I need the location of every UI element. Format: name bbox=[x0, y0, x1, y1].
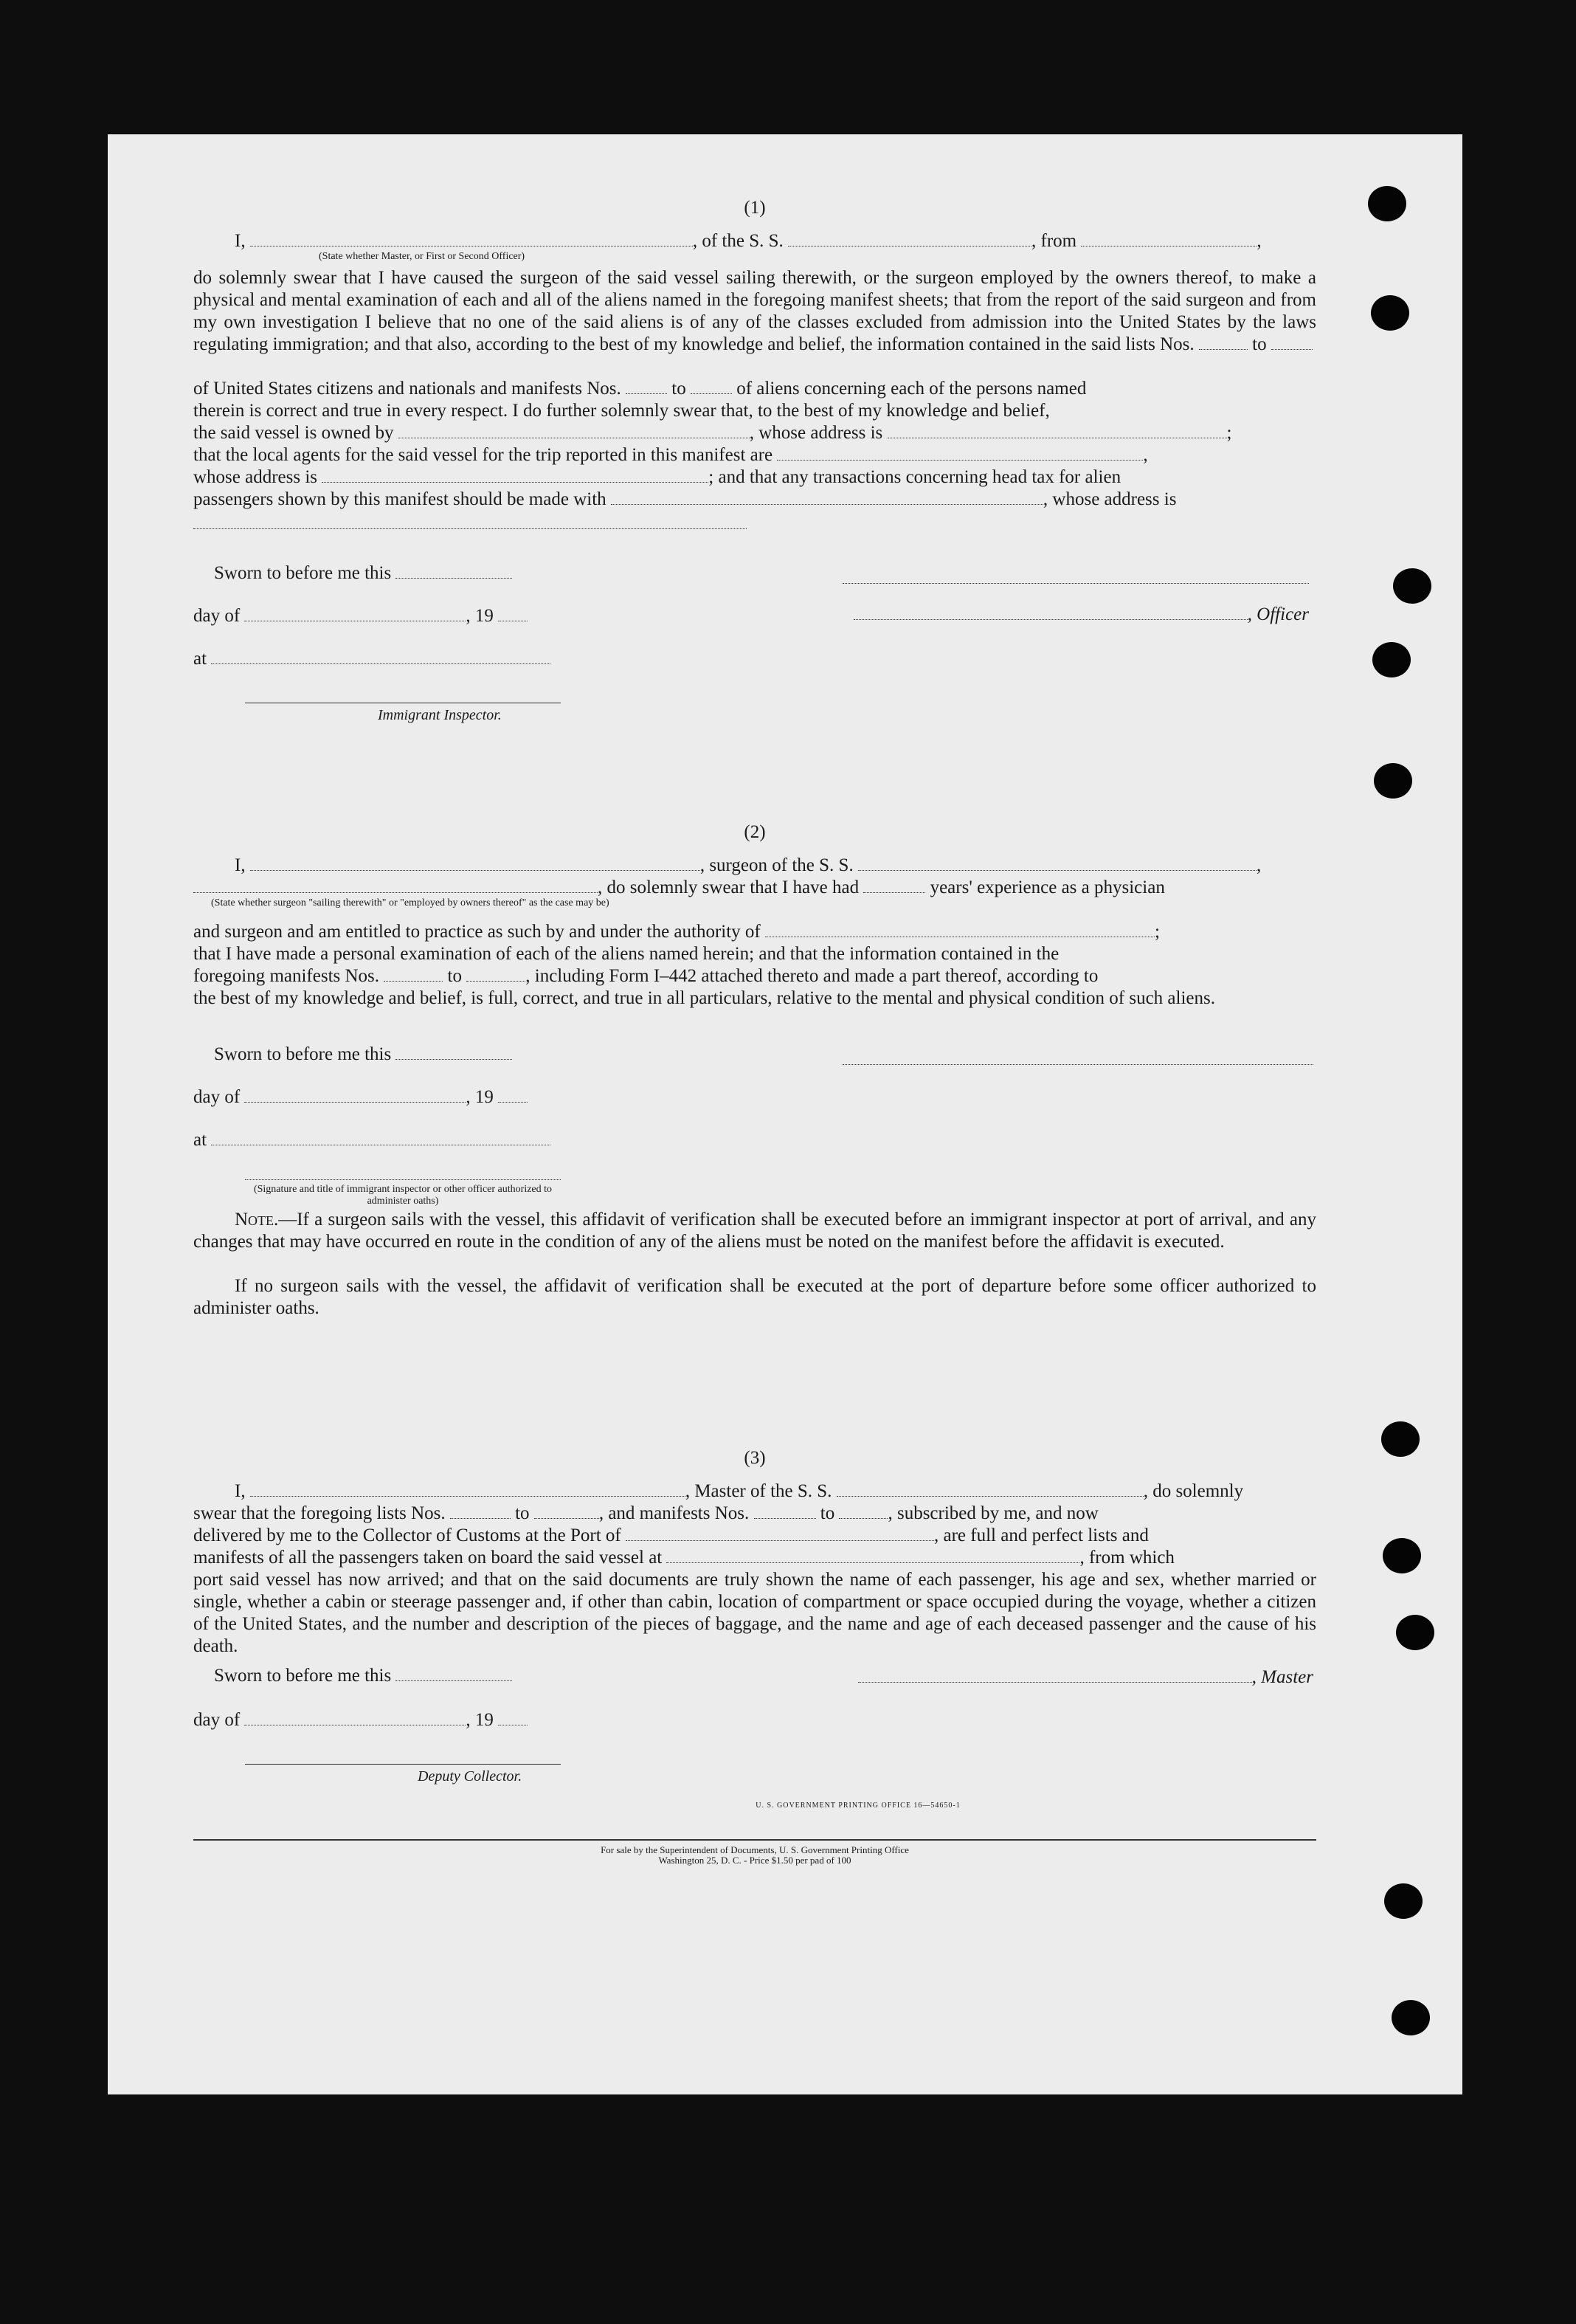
punch-hole bbox=[1381, 1421, 1420, 1457]
surgeon-signature-line[interactable] bbox=[843, 1064, 1313, 1065]
officer-name-field[interactable] bbox=[854, 604, 1248, 620]
head-tax-address-field[interactable] bbox=[193, 528, 747, 529]
punch-hole bbox=[1372, 642, 1411, 677]
authority-field[interactable] bbox=[765, 922, 1155, 937]
printer-imprint: U. S. GOVERNMENT PRINTING OFFICE 16—54650-1 bbox=[756, 1801, 961, 1810]
manifests-to-field[interactable] bbox=[466, 966, 525, 982]
lists-to-field[interactable] bbox=[1271, 334, 1313, 350]
oath-line-1: I, , of the S. S. , from , bbox=[235, 231, 1262, 251]
agents-address-field[interactable] bbox=[322, 467, 708, 483]
owner-field[interactable] bbox=[398, 423, 750, 438]
head-tax-party-field[interactable] bbox=[611, 489, 1043, 505]
section-3: (3) I, , Master of the S. S. , do solemnly swear that the foregoing lists Nos. to , and manifests Nos. to , subscribed by me, and now delivered by me to the Collector of Customs at the Port of , are full and perfect lists and manifests of all the passengers taken on board the said vessel at , from which port said vessel has now arrived; and that on the said documents are truly shown the name of each passenger, his age and sex, whether married or single, whether a cabin or steerage passenger and, if other than cabin, location of compartment or space occupied during the voyage, whether a citizen of the United States, and the number and description of the pieces of baggage, and the name and age of each deceased passenger and the cause of his death. Sworn to before me this , Master day of , 19 Deputy Collector. U. S. GOVERNMENT PRINTING OFFICE 16—54650-1 For sale by the Superintendent of Documents, U. S. Government Printing Office Washington 25, D. C. - Price $1.50 per pad of 100 bbox=[193, 1448, 1316, 1979]
sworn-date-field[interactable] bbox=[395, 1044, 512, 1060]
ship-name-field[interactable] bbox=[858, 855, 1257, 871]
oath-body-1: do solemnly swear that I have caused the surgeon of the said vessel sailing therewith, or the surgeon employed by the owners thereof, to make a physical and mental examination of each and all of the aliens named in the foregoing manifest sheets; that from the report of the said surgeon and from my own investigation I believe that no one of the said aliens is of any of the classes excluded from admission into the United States by the laws regulating immigration; and that also, according to the best of my knowledge and belief, the information contained in the said lists Nos. to bbox=[193, 268, 1316, 354]
inspector-caption: Immigrant Inspector. bbox=[378, 707, 502, 723]
port-field[interactable] bbox=[626, 1525, 934, 1541]
section-number: (3) bbox=[744, 1448, 766, 1468]
surgeon-status-field[interactable] bbox=[193, 877, 598, 893]
departure-port-field[interactable] bbox=[666, 1548, 1079, 1563]
section-number: (2) bbox=[744, 822, 766, 842]
manifests-from-field[interactable] bbox=[384, 966, 443, 982]
manifests-to-field[interactable] bbox=[691, 379, 732, 394]
footer-rule bbox=[193, 1839, 1316, 1841]
day-of-field[interactable] bbox=[244, 1087, 466, 1103]
officer-title-field[interactable] bbox=[250, 231, 693, 246]
officer-caption: (State whether Master, or First or Second Officer) bbox=[319, 251, 525, 262]
form-sheet bbox=[108, 134, 1462, 2094]
punch-hole bbox=[1392, 2000, 1430, 2035]
punch-hole bbox=[1368, 186, 1406, 221]
master-name-field[interactable] bbox=[250, 1481, 685, 1497]
ship-name-field[interactable] bbox=[837, 1481, 1144, 1497]
section-2: (2) I, , surgeon of the S. S. , , do solemnly swear that I have had years' experience as a physician (State whether surgeon "sailing therewith" or "employed by owners thereof" as the case may be) and surgeon and am entitled to practice as such by and under the authority of ; that I have made a personal examination of each of the aliens named herein; and that the information contained in the foregoing manifests Nos. to , including Form I–442 attached thereto and made a part thereof, according to the best of my knowledge and belief, is full, correct, and true in all particulars, relative to the mental and physical condition of such aliens. Sworn to before me this day of , 19 at (Signature and title of immigrant inspector or other officer authorized to administer oaths) Note.—If a surgeon sails with the vessel, this affidavit of verification shall be executed before an immigrant inspector at port of arrival, and any changes that may have occurred en route in the condition of any of the aliens must be noted on the manifest before the affidavit is executed. If no surgeon sails with the vessel, the affidavit of verification shall be executed at the port of departure before some officer authorized to administer oaths. bbox=[193, 822, 1316, 1318]
sworn-date-field[interactable] bbox=[395, 563, 512, 579]
sale-notice: For sale by the Superintendent of Documents, U. S. Government Printing Office bbox=[601, 1844, 909, 1855]
punch-hole bbox=[1384, 1883, 1423, 1919]
day-of-field[interactable] bbox=[244, 1710, 466, 1725]
owner-address-field[interactable] bbox=[888, 423, 1227, 438]
punch-hole bbox=[1393, 568, 1431, 604]
punch-hole bbox=[1374, 763, 1412, 799]
surgeon-name-field[interactable] bbox=[250, 855, 700, 871]
lists-from-field[interactable] bbox=[450, 1503, 511, 1519]
master-oath-body: port said vessel has now arrived; and that on the said documents are truly shown the name of each passenger, his age and sex, whether married or single, whether a cabin or steerage passenger and, if other than cabin, location of compartment or space occupied during the voyage, whether a citizen of the United States, and the number and description of the pieces of baggage, and the name and age of each deceased passenger and the cause of his death. bbox=[193, 1570, 1316, 1656]
local-agents-field[interactable] bbox=[777, 445, 1143, 461]
years-experience-field[interactable] bbox=[863, 877, 925, 893]
signature-caption: (Signature and title of immigrant inspector or other officer authorized to administer oaths) bbox=[253, 1184, 553, 1207]
deputy-caption: Deputy Collector. bbox=[418, 1768, 522, 1785]
section-number: (1) bbox=[744, 198, 766, 218]
year-field[interactable] bbox=[498, 1087, 528, 1103]
note-paragraph: Note.—If a surgeon sails with the vessel, this affidavit of verification shall be executed before an immigrant inspector at port of arrival, and any changes that may have occurred en route in the condition of any of the aliens must be noted on the manifest before the affidavit is executed. bbox=[193, 1210, 1316, 1252]
from-port-field[interactable] bbox=[1081, 231, 1257, 246]
deputy-signature-line[interactable] bbox=[245, 1764, 561, 1765]
year-field[interactable] bbox=[498, 606, 528, 621]
inspector-signature-line[interactable] bbox=[245, 1179, 561, 1180]
punch-hole bbox=[1383, 1538, 1421, 1573]
punch-hole bbox=[1396, 1615, 1434, 1650]
surgeon-caption: (State whether surgeon "sailing therewith" or "employed by owners thereof" as the case may be) bbox=[211, 897, 609, 908]
lists-to-field[interactable] bbox=[534, 1503, 599, 1519]
sworn-date-field[interactable] bbox=[395, 1666, 512, 1681]
sale-notice-2: Washington 25, D. C. - Price $1.50 per pad of 100 bbox=[658, 1855, 851, 1866]
manifests-from-field[interactable] bbox=[626, 379, 667, 394]
ship-name-field[interactable] bbox=[788, 231, 1031, 246]
punch-hole bbox=[1371, 295, 1409, 331]
section-1: (1) I, , of the S. S. , from , (State whether Master, or First or Second Officer) do solemnly swear that I have caused the surgeon of the said vessel sailing therewith, or the surgeon employed by the owners thereof, to make a physical and mental examination of each and all of the aliens named in the foregoing manifest sheets; that from the report of the said surgeon and from my own investigation I believe that no one of the said aliens is of any of the classes excluded from admission into the United States by the laws regulating immigration; and that also, according to the best of my knowledge and belief, the information contained in the said lists Nos. to of United States citizens and nationals and manifests Nos. to of aliens concerning each of the persons named therein is correct and true in every respect. I do further solemnly swear that, to the best of my knowledge and belief, the said vessel is owned by , whose address is ; that the local agents for the said vessel for the trip reported in this manifest are , whose address is ; and that any transactions concerning head tax for alien passengers shown by this manifest should be made with , whose address is Sworn to before me this day of , 19 , Officer at Immigrant Inspector. bbox=[193, 198, 1316, 723]
manifests-to-field[interactable] bbox=[839, 1503, 888, 1519]
place-field[interactable] bbox=[211, 1130, 550, 1145]
lists-from-field[interactable] bbox=[1199, 334, 1248, 350]
officer-signature-line[interactable] bbox=[843, 583, 1309, 584]
place-field[interactable] bbox=[211, 649, 550, 664]
master-signature-line[interactable] bbox=[858, 1667, 1252, 1683]
year-field[interactable] bbox=[498, 1710, 528, 1725]
manifests-from-field[interactable] bbox=[754, 1503, 816, 1519]
note-paragraph-2: If no surgeon sails with the vessel, the affidavit of verification shall be executed at the port of departure before some officer authorized to administer oaths. bbox=[193, 1276, 1316, 1318]
day-of-field[interactable] bbox=[244, 606, 466, 621]
